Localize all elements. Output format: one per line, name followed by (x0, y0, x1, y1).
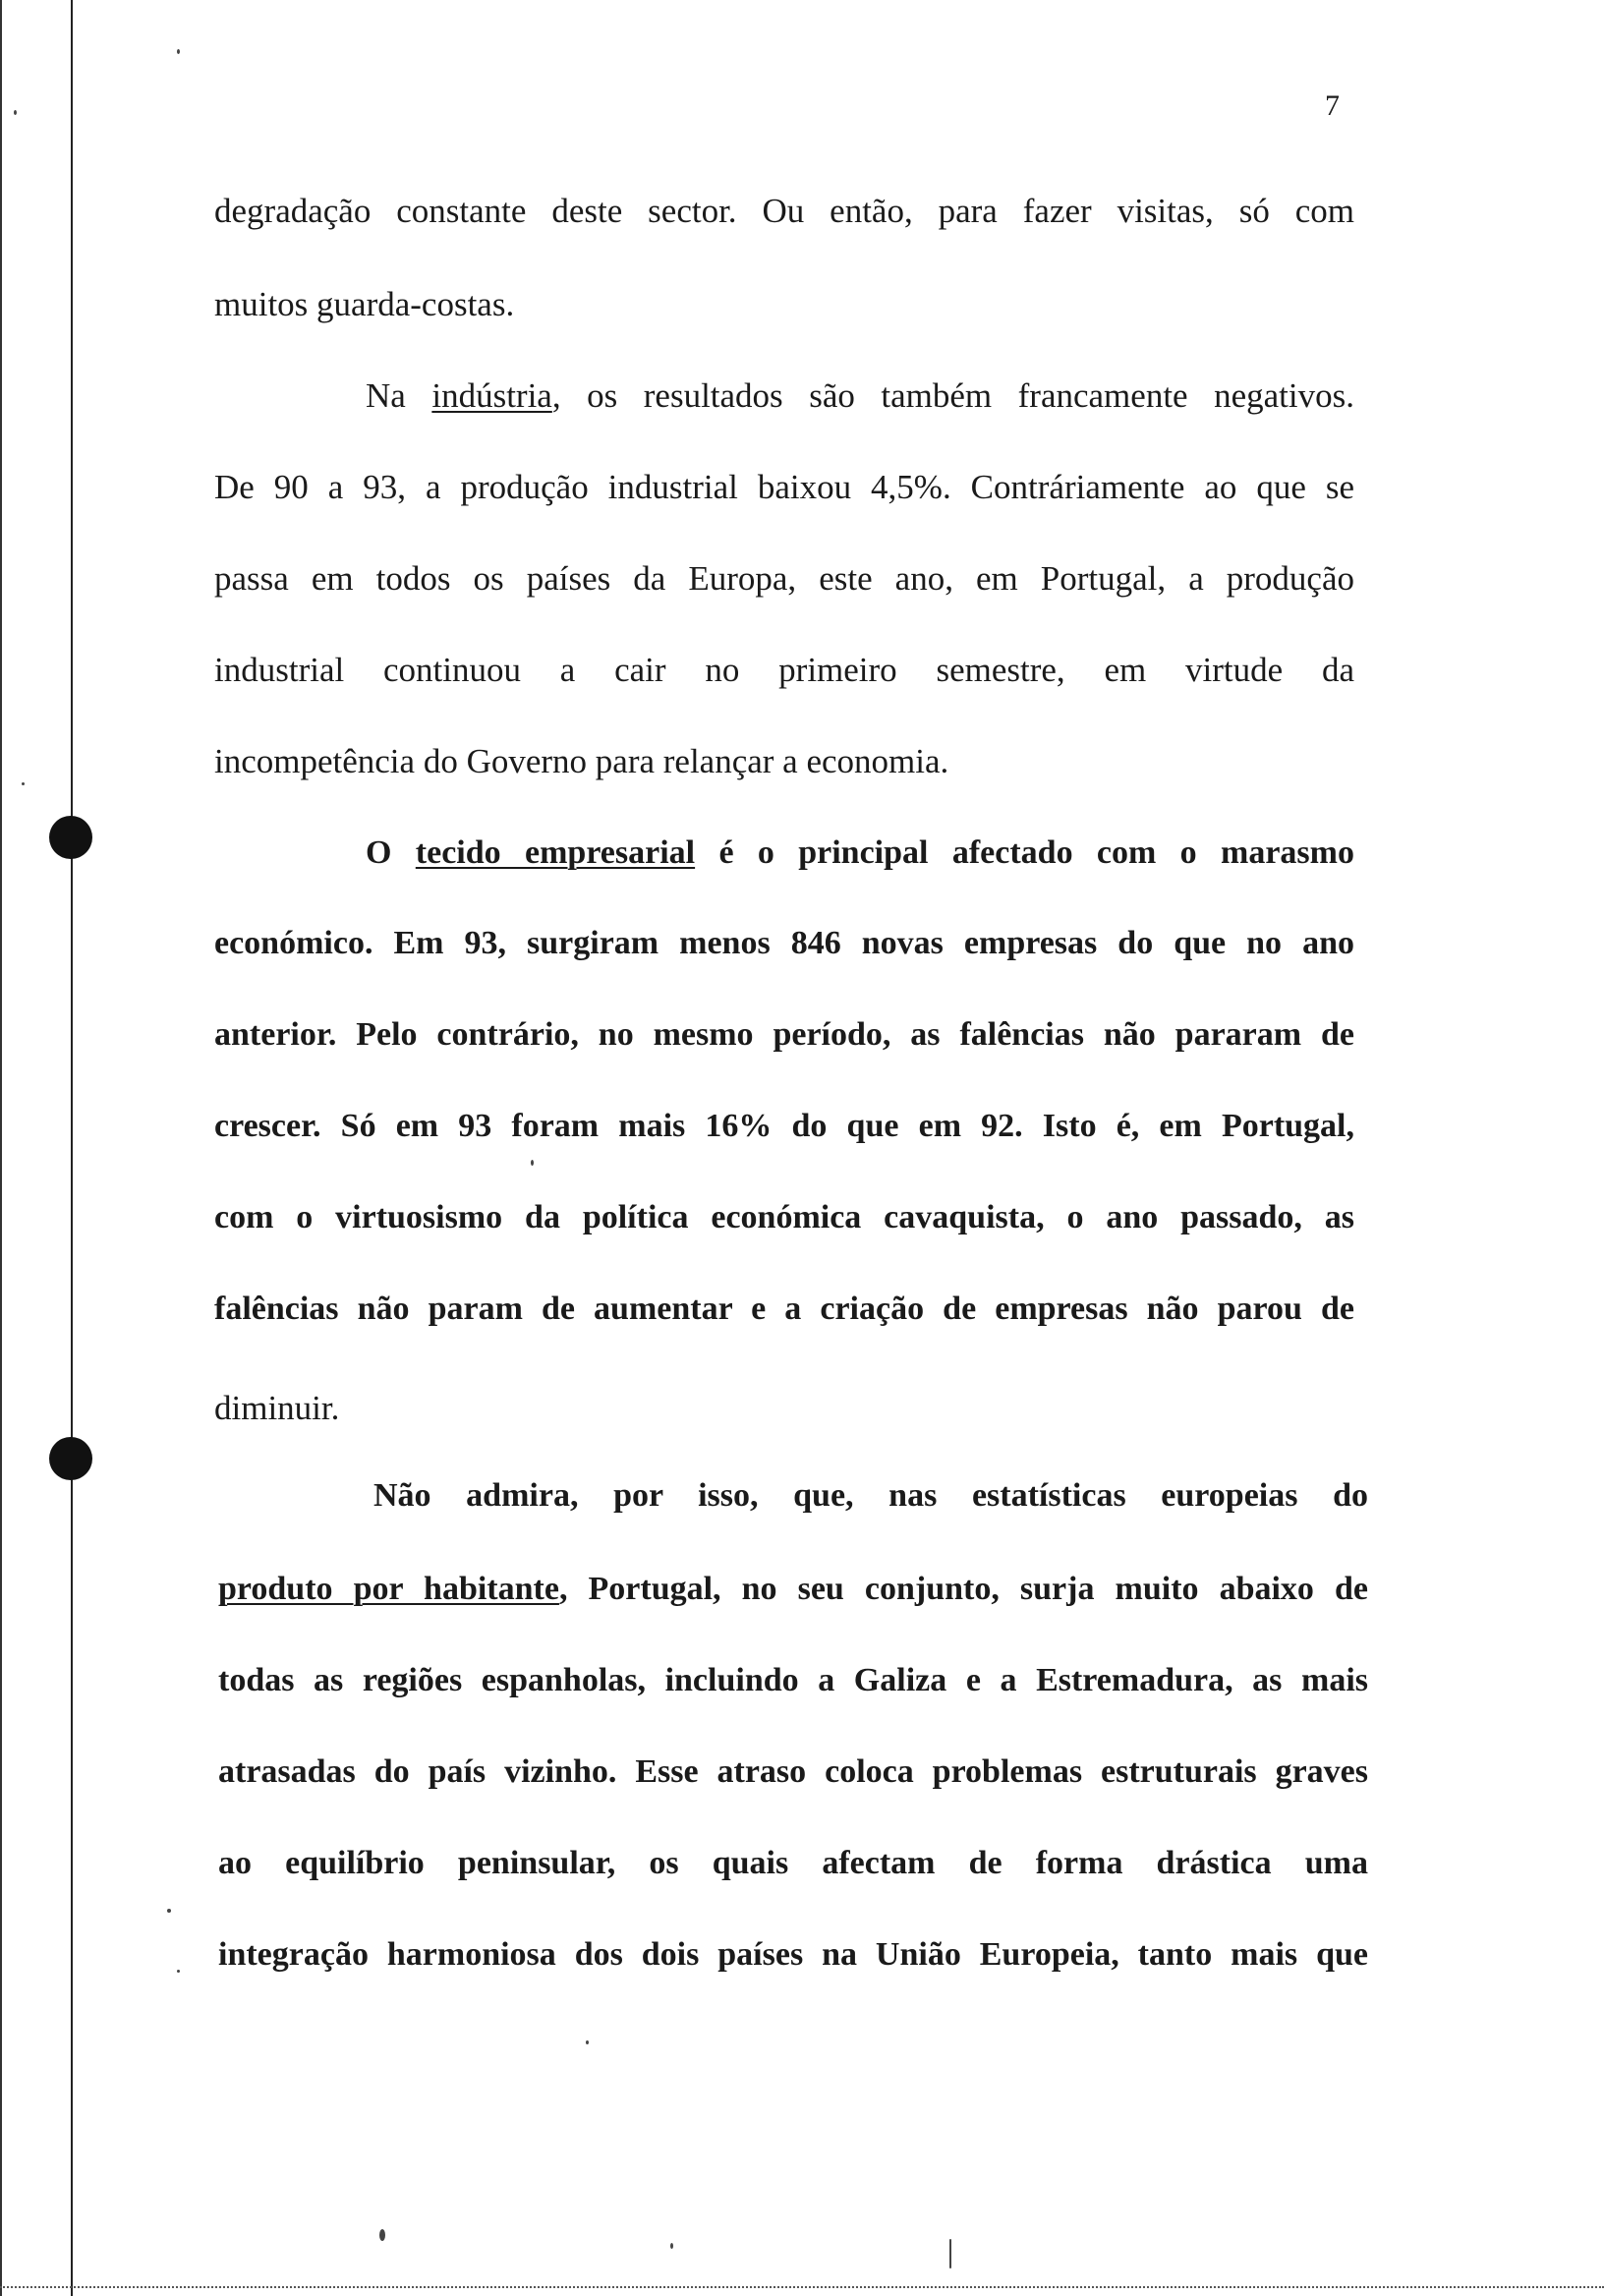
page-number: 7 (1325, 89, 1340, 122)
scan-speck (379, 2229, 385, 2241)
text-line (218, 1844, 1368, 1883)
text-run: anterior. Pelo contrário, no mesmo período, as falências não pararam de (214, 1016, 1354, 1053)
text-run: De 90 a 93, a produção industrial baixou 4,5%. Contráriamente ao que se (214, 468, 1354, 506)
scan-speck (531, 1160, 534, 1166)
text-line (214, 924, 1354, 963)
binding-margin-line (71, 0, 73, 2296)
text-line (214, 1198, 1354, 1237)
text-run: incompetência do Governo para relançar a economia. (214, 742, 949, 780)
underlined-term: produto por habitante (218, 1571, 559, 1607)
text-run: muitos guarda-costas. (214, 285, 515, 323)
text-run: , os resultados são também francamente negativos. (551, 376, 1354, 415)
text-line (214, 1389, 1354, 1428)
scan-speck (949, 2239, 951, 2268)
text-line (218, 1570, 1368, 1609)
text-run: , Portugal, no seu conjunto, surja muito abaixo de (558, 1571, 1368, 1607)
underlined-term: tecido empresarial (415, 834, 696, 871)
text-line (214, 1290, 1354, 1329)
text-line (214, 742, 1354, 781)
text-line (218, 1752, 1368, 1792)
text-run: passa em todos os países da Europa, este ano, em Portugal, a produção (214, 559, 1354, 598)
punch-hole-top (49, 816, 92, 859)
text-line (214, 468, 1354, 507)
text-run: todas as regiões espanholas, incluindo a Galiza e a Estremadura, as mais (218, 1662, 1368, 1698)
text-line (373, 1476, 1368, 1516)
scan-speck (177, 49, 180, 54)
text-run: O (366, 834, 416, 871)
page-left-edge (0, 0, 2, 2296)
text-line (214, 651, 1354, 690)
text-line (214, 285, 1354, 324)
scan-speck (586, 2040, 589, 2044)
text-run: crescer. Só em 93 foram mais 16% do que em 92. Isto é, em Portugal, (214, 1108, 1354, 1144)
text-run: Na (366, 376, 432, 415)
text-run: é o principal afectado com o marasmo (695, 834, 1354, 871)
page-bottom-edge (0, 2286, 1604, 2288)
text-line (214, 1107, 1354, 1146)
scan-speck (177, 1970, 180, 1973)
text-run: atrasadas do país vizinho. Esse atraso coloca problemas estruturais graves (218, 1753, 1368, 1790)
text-run: Não admira, por isso, que, nas estatísticas europeias do (373, 1477, 1368, 1514)
text-run: ao equilíbrio peninsular, os quais afectam de forma drástica uma (218, 1845, 1368, 1881)
text-run: com o virtuosismo da política económica cavaquista, o ano passado, as (214, 1199, 1354, 1235)
scan-speck (670, 2243, 673, 2249)
scan-speck (167, 1909, 171, 1913)
text-run: integração harmoniosa dos dois países na União Europeia, tanto mais que (218, 1936, 1368, 1973)
text-run: falências não param de aumentar e a criação de empresas não parou de (214, 1291, 1354, 1327)
text-line (214, 192, 1354, 231)
text-line (366, 833, 1354, 873)
underlined-term: indústria (431, 376, 552, 415)
text-line (218, 1935, 1368, 1975)
punch-hole-bottom (49, 1437, 92, 1480)
text-run: diminuir. (214, 1389, 340, 1427)
scan-speck (14, 110, 17, 115)
text-line (218, 1661, 1368, 1700)
text-run: industrial continuou a cair no primeiro semestre, em virtude da (214, 651, 1354, 689)
text-line (214, 1015, 1354, 1055)
text-run: degradação constante deste sector. Ou então, para fazer visitas, só com (214, 192, 1354, 230)
scan-speck (22, 782, 25, 785)
text-line (366, 376, 1354, 416)
text-run: económico. Em 93, surgiram menos 846 novas empresas do que no ano (214, 925, 1354, 961)
text-line (214, 559, 1354, 599)
